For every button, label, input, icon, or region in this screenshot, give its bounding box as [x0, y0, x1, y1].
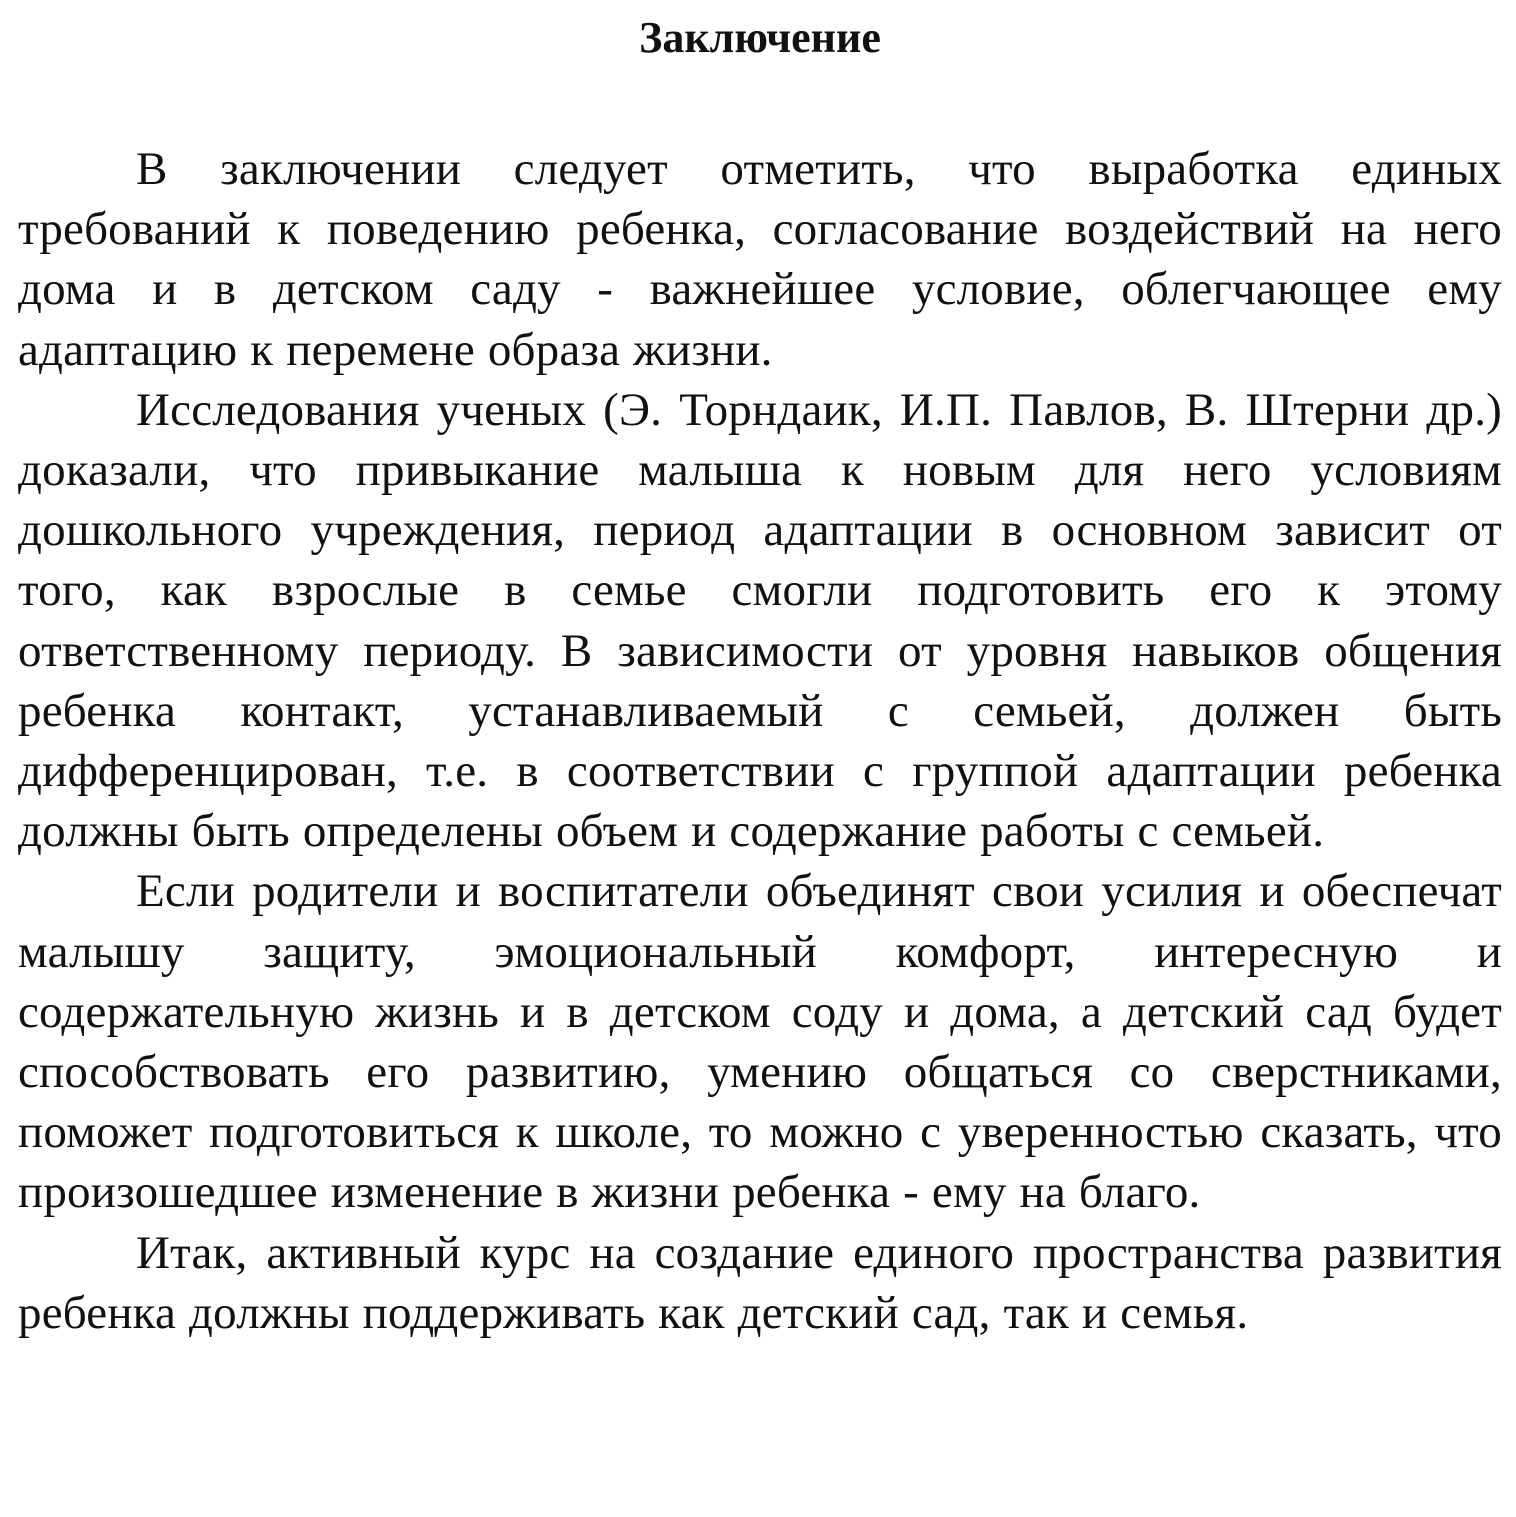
paragraph-1: В заключении следует отметить, что выработка единых требований к поведению ребенка, согласование воздействий на него дома и в детском саду - важнейшее условие, облегчающее ему адаптацию к перемене образа жизни. — [18, 143, 1502, 376]
page-title: Заключение — [639, 13, 881, 62]
document-page — [18, 0, 1502, 1517]
paragraph-4: Итак, активный курс на создание единого пространства развития ребенка должны поддерживать как детский сад, так и семья. — [18, 1226, 1502, 1339]
paragraph-3: Если родители и воспитатели объединят свои усилия и обеспечат малышу защиту, эмоциональный комфорт, интересную и содержательную жизнь и в детском соду и дома, а детский сад будет способствовать его развитию, умению общаться со сверстниками, поможет подготовиться к школе, то можно с уверенностью сказать, что произошедшее изменение в жизни ребенка - ему на благо. — [18, 865, 1502, 1219]
document-body — [18, 139, 1502, 1343]
paragraph-2: Исследования ученых (Э. Торндаик, И.П. Павлов, В. Штерни др.) доказали, что привыкание малыша к новым для него условиям дошкольного учреждения, период адаптации в основном зависит от того, как взрослые в семье смогли подготовить его к этому ответственному периоду. В зависимости от уровня навыков общения ребенка контакт, устанавливаемый с семьей, должен быть дифференцирован, т.е. в соответствии с группой адаптации ребенка должны быть определены объем и содержание работы с семьей. — [18, 383, 1502, 858]
